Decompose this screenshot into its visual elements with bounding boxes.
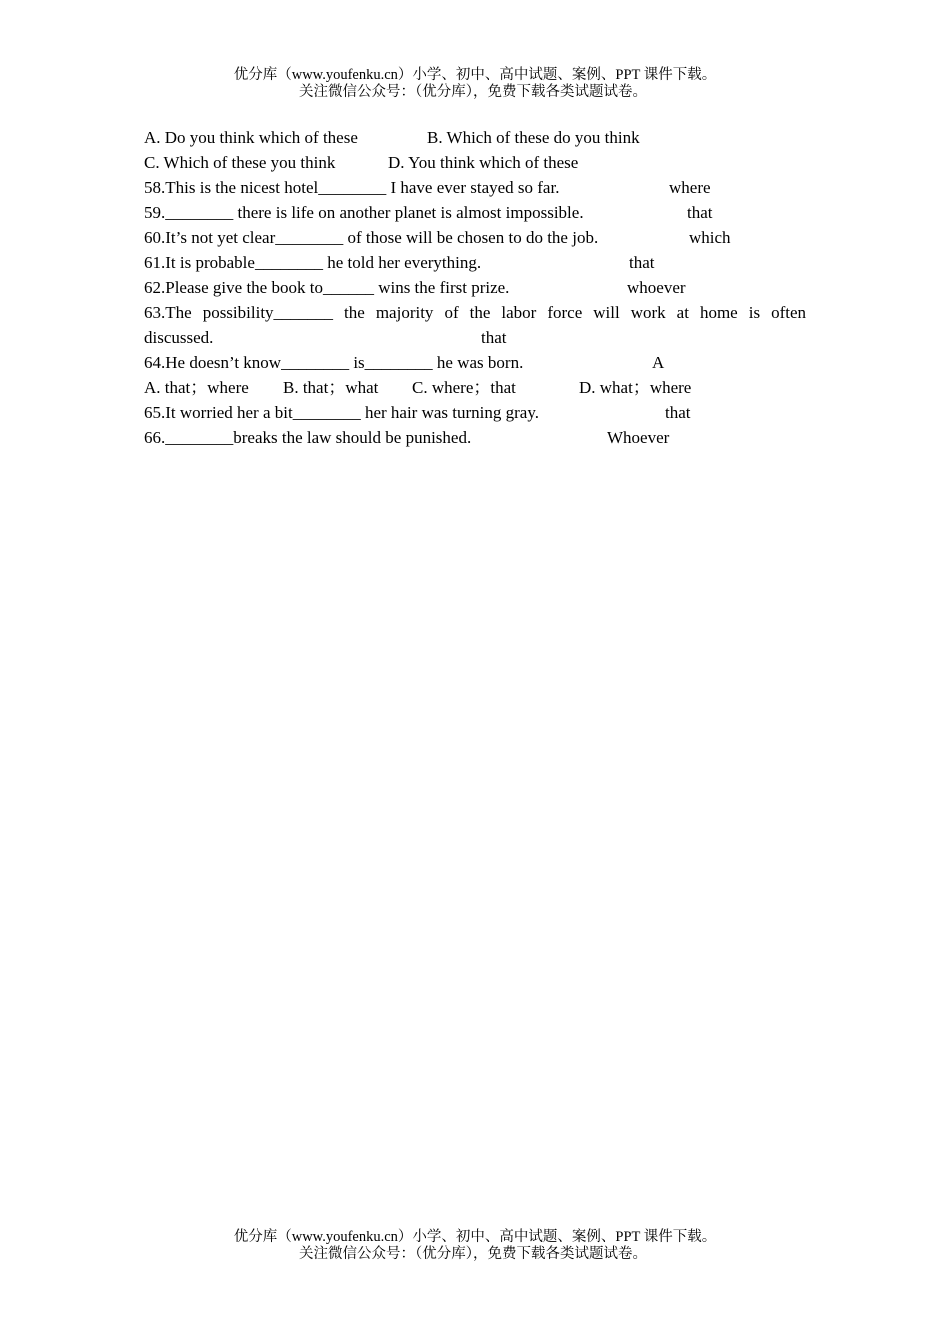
question-64 <box>144 350 806 375</box>
question-66 <box>144 425 806 450</box>
options-line-cd <box>144 150 806 175</box>
page-footer <box>0 1229 950 1263</box>
question-text: 61.It is probable________ he told her everything. <box>144 253 482 272</box>
option-a: A. that；where <box>144 378 249 397</box>
options-line-64 <box>144 375 806 400</box>
question-text: 62.Please give the book to______ wins the first prize. <box>144 278 510 297</box>
answer: that <box>665 403 691 422</box>
question-text: 63.The possibility_______ the majority of the labor force will work at home is often <box>144 303 806 322</box>
question-text: 66.________breaks the law should be punished. <box>144 428 472 447</box>
option-b: B. Which of these do you think <box>427 128 640 147</box>
answer: that <box>687 203 713 222</box>
answer: which <box>689 228 731 247</box>
option-d: D. You think which of these <box>388 153 579 172</box>
page-header <box>0 67 950 101</box>
options-line-ab <box>144 125 806 150</box>
question-61 <box>144 250 806 275</box>
question-text: 64.He doesn’t know________ is________ he was born. <box>144 353 524 372</box>
answer: that <box>629 253 655 272</box>
answer: Whoever <box>607 428 670 447</box>
footer-line-2: 关注微信公众号：（优分库），免费下载各类试题试卷。 <box>299 1246 647 1262</box>
option-c: C. Which of these you think <box>144 153 336 172</box>
option-c: C. where；that <box>412 378 516 397</box>
answer: that <box>481 328 507 347</box>
header-line-2: 关注微信公众号：（优分库），免费下载各类试题试卷。 <box>299 84 647 100</box>
answer: where <box>669 178 711 197</box>
question-text: 65.It worried her a bit________ her hair was turning gray. <box>144 403 539 422</box>
question-62 <box>144 275 806 300</box>
answer: whoever <box>627 278 686 297</box>
option-d: D. what；where <box>579 378 692 397</box>
option-a: A. Do you think which of these <box>144 128 358 147</box>
question-63-continued <box>144 325 806 350</box>
footer-line-1: 优分库（www.youfenku.cn）小学、初中、高中试题、案例、PPT 课件下载。 <box>233 1229 717 1245</box>
question-text: 60.It’s not yet clear________ of those will be chosen to do the job. <box>144 228 599 247</box>
question-65 <box>144 400 806 425</box>
question-59 <box>144 200 806 225</box>
question-text: 58.This is the nicest hotel________ I have ever stayed so far. <box>144 178 560 197</box>
question-60 <box>144 225 806 250</box>
option-b: B. that；what <box>283 378 379 397</box>
question-63 <box>144 300 806 325</box>
question-text: 59.________ there is life on another planet is almost impossible. <box>144 203 584 222</box>
answer: A <box>652 353 665 372</box>
question-text: discussed. <box>144 328 214 347</box>
question-58 <box>144 175 806 200</box>
header-line-1: 优分库（www.youfenku.cn）小学、初中、高中试题、案例、PPT 课件下载。 <box>233 67 717 83</box>
document-body <box>144 125 806 450</box>
